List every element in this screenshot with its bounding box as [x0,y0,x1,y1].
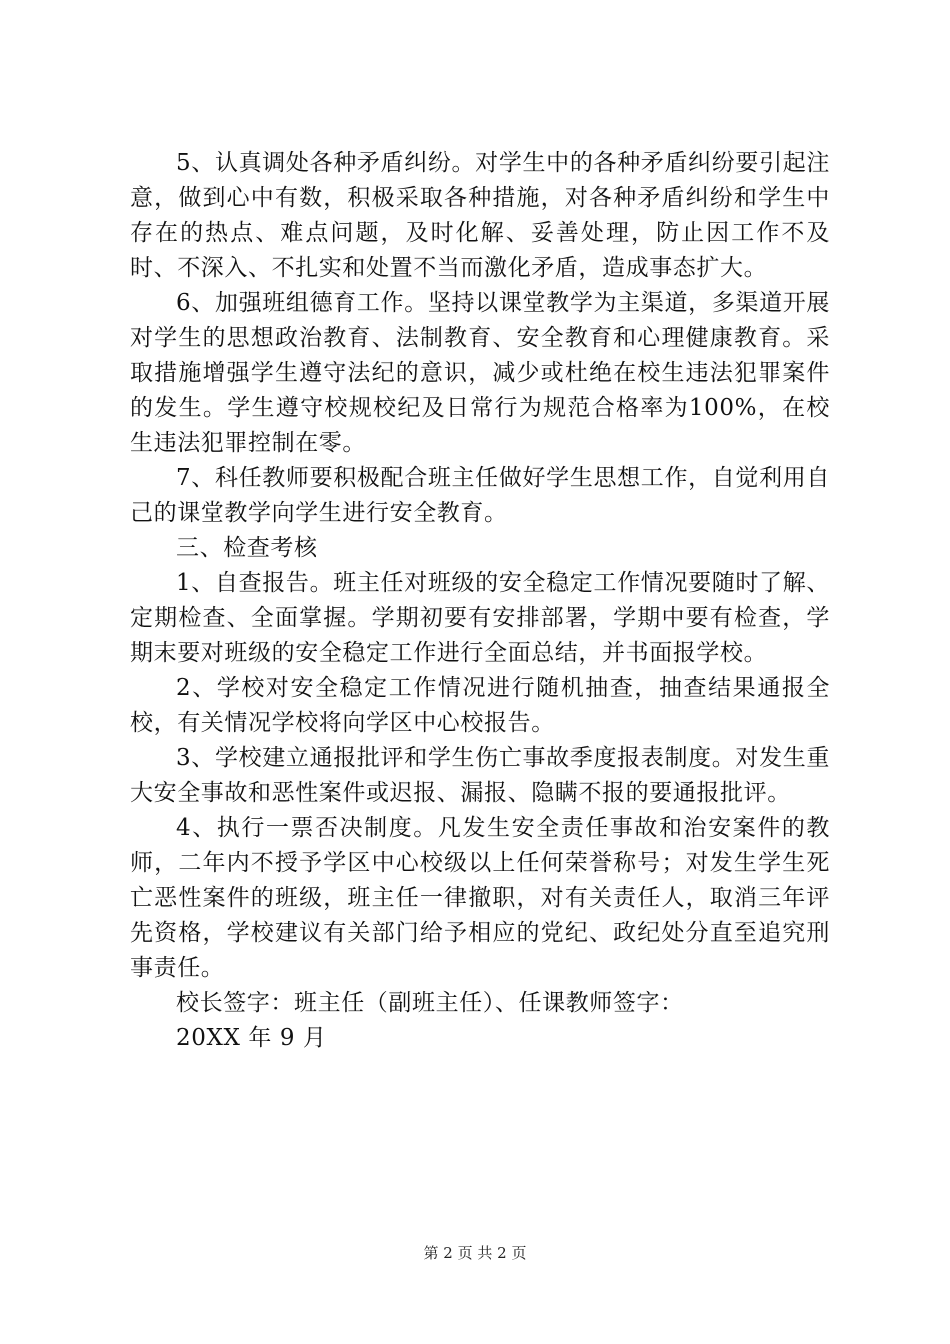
paragraph-item-6: 6、加强班组德育工作。坚持以课堂教学为主渠道，多渠道开展对学生的思想政治教育、法制教育、安全教育和心理健康教育。采取措施增强学生遵守法纪的意识，减少或杜绝在校生违法犯罪案件的发生。学生遵守校规校纪及日常行为规范合格率为100%，在校生违法犯罪控制在零。 [130,290,830,456]
paragraph-item-5: 5、认真调处各种矛盾纠纷。对学生中的各种矛盾纠纷要引起注意，做到心中有数，积极采取各种措施，对各种矛盾纠纷和学生中存在的热点、难点问题，及时化解、妥善处理，防止因工作不及时、不深入、不扎实和处置不当而激化矛盾，造成事态扩大。 [130,150,830,281]
section-heading-inspection: 三、检查考核 [176,535,318,561]
paragraph-veto-system: 4、执行一票否决制度。凡发生安全责任事故和治安案件的教师，二年内不授予学区中心校级以上任何荣誉称号；对发生学生死亡恶性案件的班级，班主任一律撤职，对有关责任人，取消三年评先资格，学校建议有关部门给予相应的党纪、政纪处分直至追究刑事责任。 [130,815,830,981]
paragraph-item-7: 7、科任教师要积极配合班主任做好学生思想工作，自觉利用自己的课堂教学向学生进行安全教育。 [130,465,830,526]
paragraph-spot-check: 2、学校对安全稳定工作情况进行随机抽查，抽查结果通报全校，有关情况学校将向学区中心校报告。 [130,675,830,736]
document-date: 20XX 年 9 月 [176,1025,327,1051]
document-body [130,146,830,1056]
paragraph-self-check: 1、自查报告。班主任对班级的安全稳定工作情况要随时了解、定期检查、全面掌握。学期初要有安排部署，学期中要有检查，学期末要对班级的安全稳定工作进行全面总结，并书面报学校。 [130,570,830,666]
signature-line: 校长签字：班主任（副班主任）、任课教师签字： [176,990,684,1016]
paragraph-report-system: 3、学校建立通报批评和学生伤亡事故季度报表制度。对发生重大安全事故和恶性案件或迟报、漏报、隐瞒不报的要通报批评。 [130,745,830,806]
page-number-footer: 第 2 页 共 2 页 [423,1244,527,1262]
